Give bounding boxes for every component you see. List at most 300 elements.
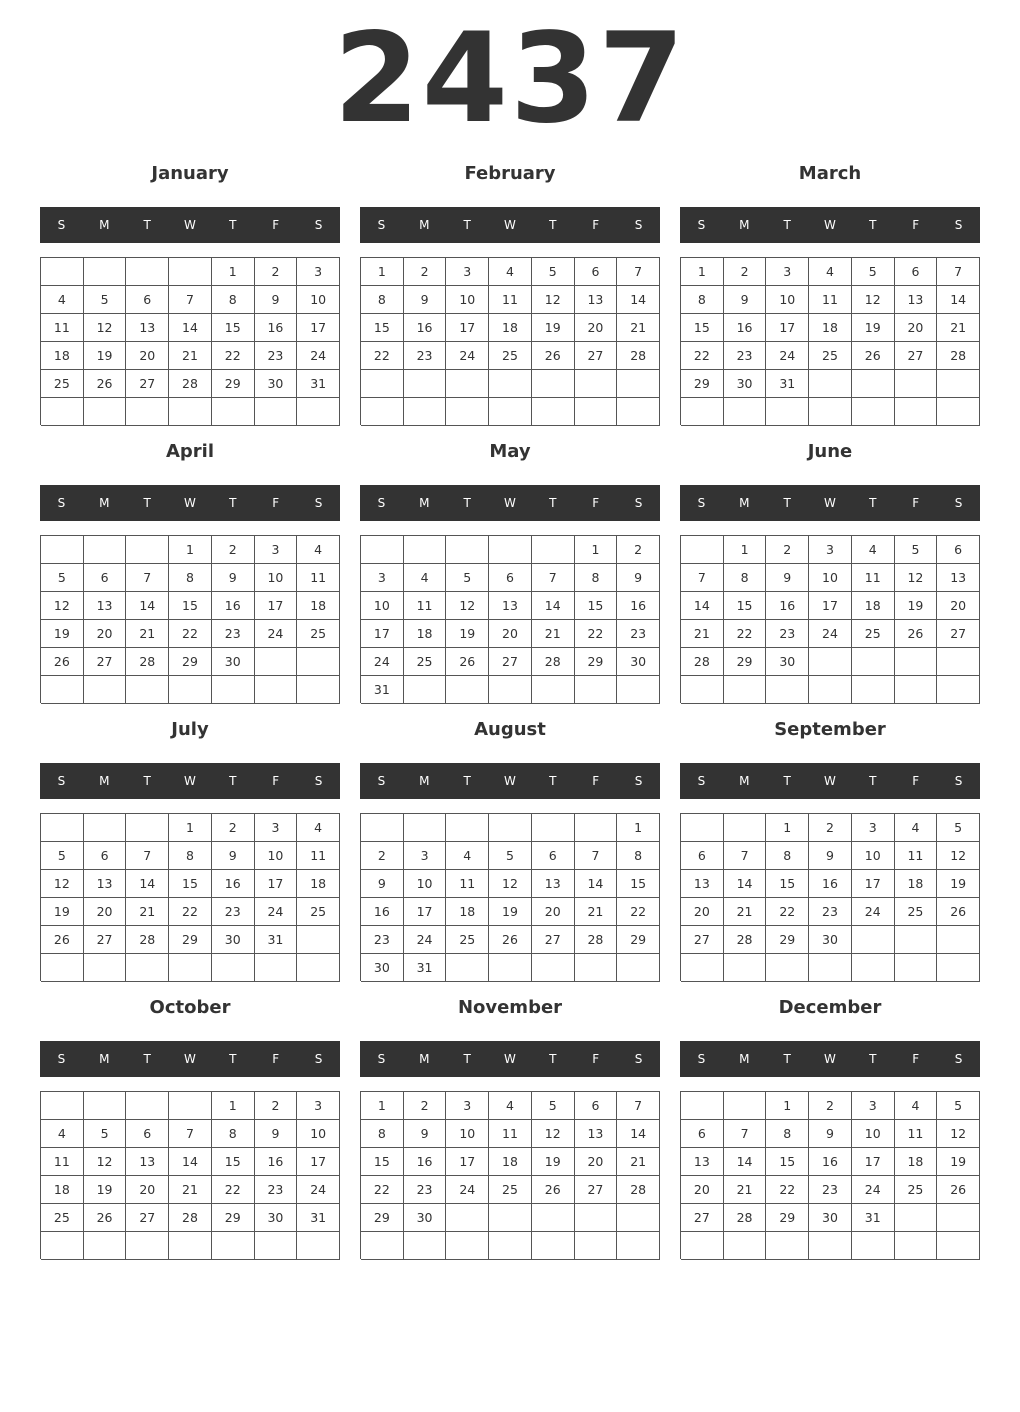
empty-day-cell [766,954,809,982]
day-cell: 21 [681,620,724,648]
weekday-header [680,1041,980,1077]
month-name: May [489,441,531,462]
month-name: November [457,997,563,1018]
day-cell: 5 [84,286,127,314]
day-cell: 9 [212,842,255,870]
day-cell: 28 [681,648,724,676]
day-cell: 31 [361,676,404,704]
day-grid [40,535,340,703]
day-cell: 8 [169,564,212,592]
day-cell: 4 [41,1120,84,1148]
day-cell: 18 [404,620,447,648]
weekday-label: T [783,218,791,232]
day-cell: 8 [766,842,809,870]
empty-day-cell [41,1232,84,1260]
empty-day-cell [489,1204,532,1232]
day-cell: 25 [895,898,938,926]
day-cell: 26 [84,1204,127,1232]
day-cell: 23 [255,342,298,370]
day-cell: 24 [297,1176,340,1204]
day-cell: 3 [361,564,404,592]
empty-day-cell [852,954,895,982]
weekday-label: F [272,496,280,510]
day-cell: 13 [126,1148,169,1176]
weekday-label: W [824,774,836,788]
weekday-label: W [184,774,196,788]
empty-day-cell [361,814,404,842]
day-cell: 1 [169,814,212,842]
day-cell: 11 [41,314,84,342]
day-cell: 19 [84,342,127,370]
weekday-label: T [229,1052,237,1066]
day-cell: 3 [255,814,298,842]
day-cell: 23 [404,342,447,370]
day-cell: 27 [84,926,127,954]
day-cell: 1 [617,814,660,842]
day-cell: 9 [255,1120,298,1148]
empty-day-cell [255,954,298,982]
day-cell: 12 [41,592,84,620]
day-cell: 20 [84,620,127,648]
day-cell: 24 [766,342,809,370]
weekday-label: M [739,1052,750,1066]
empty-day-cell [84,676,127,704]
day-cell: 8 [617,842,660,870]
day-cell: 25 [41,1204,84,1232]
day-cell: 11 [852,564,895,592]
day-cell: 10 [852,842,895,870]
weekday-label: T [143,218,151,232]
empty-day-cell [575,1232,618,1260]
empty-day-cell [937,676,980,704]
day-cell: 4 [895,814,938,842]
day-cell: 16 [809,1148,852,1176]
day-cell: 28 [937,342,980,370]
weekday-label: M [99,1052,110,1066]
day-cell: 14 [724,1148,767,1176]
day-cell: 16 [404,1148,447,1176]
day-cell: 23 [617,620,660,648]
month-october [40,992,340,1270]
day-cell: 15 [169,870,212,898]
empty-day-cell [766,398,809,426]
day-grid [360,1091,660,1259]
day-cell: 1 [212,258,255,286]
empty-day-cell [404,398,447,426]
empty-day-cell [84,1232,127,1260]
day-cell: 19 [937,870,980,898]
day-cell: 11 [895,1120,938,1148]
day-cell: 30 [724,370,767,398]
empty-day-cell [937,926,980,954]
day-cell: 14 [724,870,767,898]
day-cell: 22 [361,342,404,370]
day-cell: 6 [575,1092,618,1120]
day-cell: 2 [809,1092,852,1120]
day-cell: 14 [532,592,575,620]
day-cell: 6 [126,1120,169,1148]
day-cell: 8 [169,842,212,870]
day-cell: 6 [126,286,169,314]
day-cell: 31 [255,926,298,954]
day-cell: 9 [809,842,852,870]
weekday-label: T [143,774,151,788]
day-cell: 29 [766,1204,809,1232]
empty-day-cell [446,954,489,982]
day-cell: 18 [41,342,84,370]
day-cell: 25 [852,620,895,648]
empty-day-cell [361,398,404,426]
day-cell: 23 [212,620,255,648]
day-grid [360,257,660,425]
day-cell: 18 [297,592,340,620]
day-cell: 1 [681,258,724,286]
day-cell: 6 [84,842,127,870]
day-cell: 19 [446,620,489,648]
empty-day-cell [126,676,169,704]
day-cell: 26 [532,1176,575,1204]
empty-day-cell [937,398,980,426]
empty-day-cell [937,954,980,982]
weekday-label: T [869,1052,877,1066]
empty-day-cell [895,1204,938,1232]
day-cell: 12 [937,842,980,870]
day-cell: 18 [809,314,852,342]
day-cell: 22 [361,1176,404,1204]
weekday-label: S [314,496,323,510]
day-cell: 25 [297,898,340,926]
empty-day-cell [809,398,852,426]
empty-day-cell [446,398,489,426]
day-cell: 15 [766,1148,809,1176]
day-cell: 4 [446,842,489,870]
month-may [360,436,660,714]
weekday-label: S [634,496,643,510]
empty-day-cell [895,370,938,398]
weekday-label: M [419,774,430,788]
weekday-label: S [377,496,386,510]
day-cell: 3 [446,1092,489,1120]
day-cell: 15 [681,314,724,342]
weekday-label: M [419,496,430,510]
weekday-label: S [634,774,643,788]
day-cell: 20 [681,1176,724,1204]
day-cell: 31 [852,1204,895,1232]
empty-day-cell [532,814,575,842]
empty-day-cell [169,676,212,704]
day-cell: 17 [297,314,340,342]
day-grid [40,813,340,981]
day-cell: 4 [809,258,852,286]
weekday-label: T [549,774,557,788]
weekday-label: T [549,496,557,510]
day-cell: 13 [937,564,980,592]
day-cell: 5 [489,842,532,870]
empty-day-cell [489,536,532,564]
day-grid [360,535,660,703]
day-cell: 11 [489,1120,532,1148]
day-cell: 11 [41,1148,84,1176]
day-cell: 14 [169,1148,212,1176]
empty-day-cell [255,398,298,426]
day-cell: 22 [681,342,724,370]
day-cell: 17 [809,592,852,620]
day-cell: 20 [937,592,980,620]
day-cell: 27 [126,1204,169,1232]
empty-day-cell [895,954,938,982]
empty-day-cell [681,1092,724,1120]
empty-day-cell [126,258,169,286]
day-cell: 20 [532,898,575,926]
day-cell: 9 [617,564,660,592]
weekday-label: S [377,1052,386,1066]
day-cell: 27 [937,620,980,648]
weekday-label: M [739,774,750,788]
weekday-header [40,485,340,521]
day-cell: 13 [532,870,575,898]
day-cell: 16 [617,592,660,620]
empty-day-cell [681,1232,724,1260]
weekday-label: T [869,496,877,510]
day-cell: 9 [809,1120,852,1148]
weekday-label: W [824,218,836,232]
day-cell: 10 [852,1120,895,1148]
day-cell: 1 [766,1092,809,1120]
day-cell: 13 [575,286,618,314]
day-cell: 23 [809,1176,852,1204]
day-cell: 17 [766,314,809,342]
empty-day-cell [489,954,532,982]
weekday-label: T [869,774,877,788]
weekday-label: S [954,496,963,510]
empty-day-cell [255,648,298,676]
empty-day-cell [895,398,938,426]
empty-day-cell [617,676,660,704]
weekday-label: T [783,1052,791,1066]
day-cell: 15 [724,592,767,620]
day-cell: 5 [852,258,895,286]
day-cell: 20 [575,314,618,342]
weekday-header [360,1041,660,1077]
weekday-label: M [419,1052,430,1066]
weekday-label: S [697,218,706,232]
empty-day-cell [126,536,169,564]
weekday-label: W [824,1052,836,1066]
day-cell: 16 [255,1148,298,1176]
empty-day-cell [404,370,447,398]
empty-day-cell [84,536,127,564]
day-cell: 24 [852,1176,895,1204]
day-cell: 8 [766,1120,809,1148]
day-cell: 6 [937,536,980,564]
weekday-label: T [229,496,237,510]
empty-day-cell [681,398,724,426]
empty-day-cell [852,1232,895,1260]
day-cell: 13 [84,870,127,898]
weekday-label: M [99,774,110,788]
day-cell: 15 [766,870,809,898]
empty-day-cell [489,676,532,704]
weekday-label: T [463,218,471,232]
day-cell: 28 [532,648,575,676]
day-cell: 28 [126,648,169,676]
day-cell: 10 [255,564,298,592]
month-july [40,714,340,992]
empty-day-cell [446,1204,489,1232]
month-name: August [474,719,546,740]
empty-day-cell [809,954,852,982]
day-cell: 7 [575,842,618,870]
day-cell: 20 [895,314,938,342]
day-cell: 2 [361,842,404,870]
month-name: July [171,719,209,740]
day-cell: 19 [937,1148,980,1176]
day-cell: 2 [212,814,255,842]
empty-day-cell [575,814,618,842]
day-cell: 21 [126,620,169,648]
day-cell: 23 [255,1176,298,1204]
empty-day-cell [446,676,489,704]
day-cell: 20 [575,1148,618,1176]
day-cell: 5 [41,842,84,870]
empty-day-cell [724,676,767,704]
day-cell: 5 [84,1120,127,1148]
day-cell: 7 [169,286,212,314]
day-cell: 5 [532,1092,575,1120]
day-cell: 8 [681,286,724,314]
month-december [680,992,980,1270]
empty-day-cell [937,1232,980,1260]
weekday-label: M [739,218,750,232]
day-cell: 24 [852,898,895,926]
day-cell: 23 [361,926,404,954]
empty-day-cell [575,676,618,704]
day-cell: 1 [575,536,618,564]
day-cell: 30 [809,1204,852,1232]
day-cell: 21 [126,898,169,926]
day-cell: 8 [575,564,618,592]
day-cell: 2 [404,258,447,286]
day-cell: 9 [766,564,809,592]
empty-day-cell [532,536,575,564]
day-cell: 12 [84,1148,127,1176]
day-cell: 15 [169,592,212,620]
empty-day-cell [724,1092,767,1120]
empty-day-cell [126,398,169,426]
empty-day-cell [446,814,489,842]
empty-day-cell [489,814,532,842]
day-cell: 26 [489,926,532,954]
empty-day-cell [446,370,489,398]
day-grid [680,813,980,981]
day-grid [40,257,340,425]
day-cell: 13 [126,314,169,342]
weekday-header [360,485,660,521]
month-august [360,714,660,992]
day-cell: 29 [169,648,212,676]
day-cell: 4 [489,258,532,286]
day-cell: 18 [895,870,938,898]
day-cell: 11 [446,870,489,898]
day-cell: 22 [724,620,767,648]
empty-day-cell [575,1204,618,1232]
day-cell: 31 [297,370,340,398]
day-cell: 7 [937,258,980,286]
weekday-label: T [143,1052,151,1066]
day-cell: 12 [852,286,895,314]
day-cell: 26 [937,1176,980,1204]
empty-day-cell [41,536,84,564]
day-cell: 26 [446,648,489,676]
day-cell: 17 [852,870,895,898]
day-cell: 13 [681,870,724,898]
empty-day-cell [532,1232,575,1260]
day-cell: 4 [404,564,447,592]
day-cell: 18 [895,1148,938,1176]
day-cell: 1 [724,536,767,564]
day-cell: 27 [681,926,724,954]
weekday-label: M [99,218,110,232]
month-name: January [151,163,229,184]
empty-day-cell [255,676,298,704]
day-cell: 3 [852,814,895,842]
weekday-header [360,763,660,799]
day-cell: 2 [766,536,809,564]
day-cell: 29 [212,370,255,398]
weekday-header [680,485,980,521]
weekday-label: F [272,1052,280,1066]
day-cell: 6 [895,258,938,286]
day-cell: 29 [724,648,767,676]
day-cell: 12 [532,1120,575,1148]
day-cell: 10 [809,564,852,592]
day-cell: 25 [41,370,84,398]
empty-day-cell [169,258,212,286]
day-grid [680,1091,980,1259]
day-cell: 10 [361,592,404,620]
weekday-label: F [592,774,600,788]
day-cell: 2 [617,536,660,564]
empty-day-cell [724,398,767,426]
empty-day-cell [532,370,575,398]
empty-day-cell [41,258,84,286]
day-cell: 30 [255,1204,298,1232]
day-cell: 11 [809,286,852,314]
day-cell: 26 [41,926,84,954]
weekday-label: S [634,1052,643,1066]
day-cell: 11 [489,286,532,314]
day-cell: 22 [169,620,212,648]
day-cell: 15 [575,592,618,620]
empty-day-cell [41,1092,84,1120]
empty-day-cell [532,1204,575,1232]
empty-day-cell [297,926,340,954]
empty-day-cell [617,954,660,982]
day-cell: 26 [895,620,938,648]
weekday-label: W [184,218,196,232]
empty-day-cell [724,1232,767,1260]
empty-day-cell [126,954,169,982]
day-cell: 1 [361,1092,404,1120]
day-cell: 29 [212,1204,255,1232]
day-cell: 26 [937,898,980,926]
empty-day-cell [446,1232,489,1260]
day-cell: 28 [617,1176,660,1204]
empty-day-cell [361,1232,404,1260]
day-cell: 7 [617,258,660,286]
day-cell: 14 [575,870,618,898]
day-cell: 7 [724,842,767,870]
